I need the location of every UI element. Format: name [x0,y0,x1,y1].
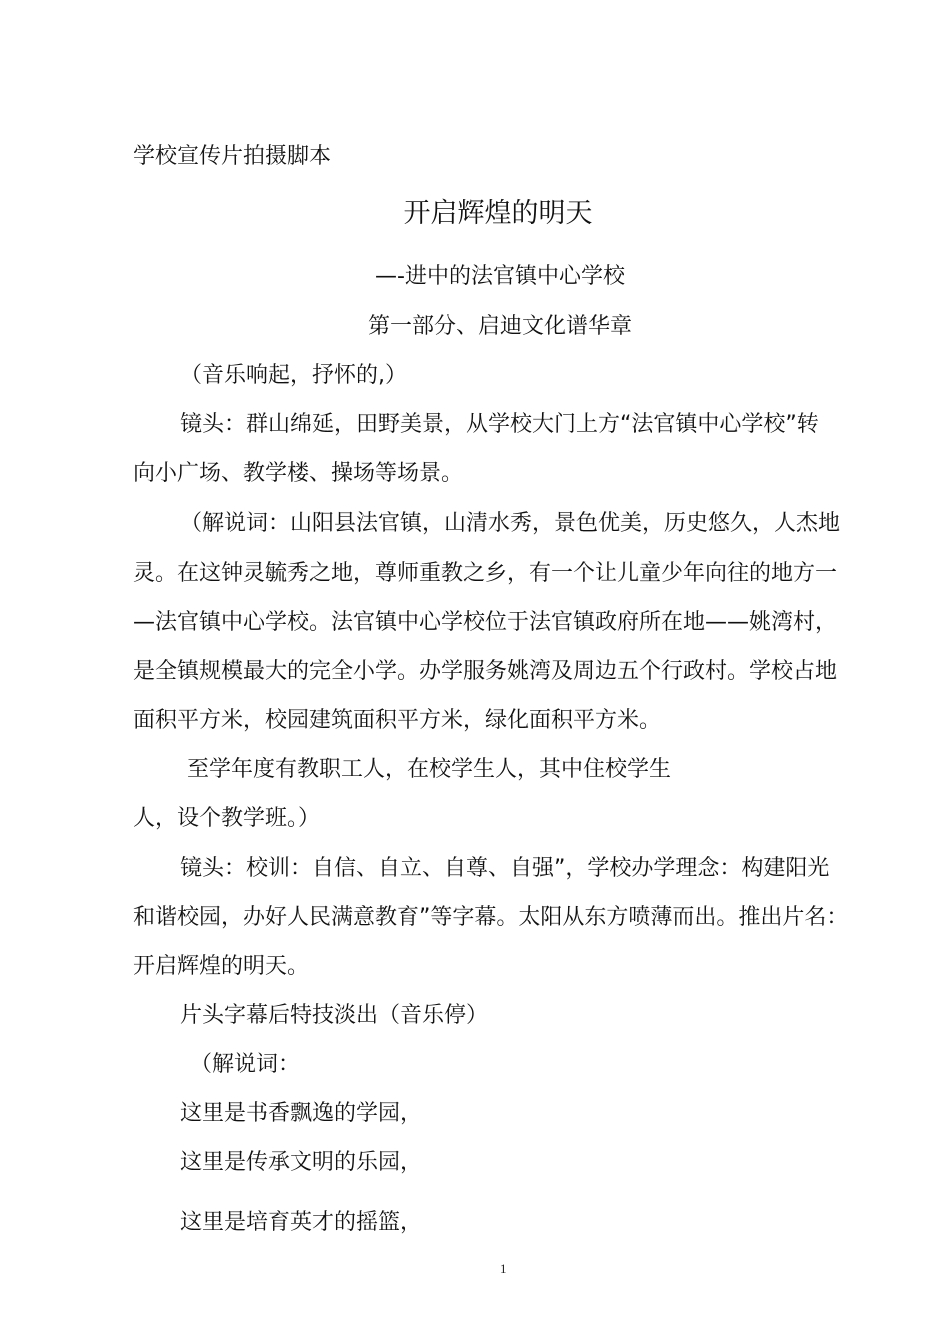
body-line: —法官镇中心学校。法官镇中心学校位于法官镇政府所在地——姚湾村， [133,610,838,635]
body-line: （解说词：山阳县法官镇，山清水秀，景色优美，历史悠久，人杰地 [180,511,841,536]
body-line: 开启辉煌的明天。 [133,954,310,979]
body-line: 灵。在这钟灵毓秀之地，尊师重教之乡，有一个让儿童少年向往的地方一 [133,561,838,586]
body-line: 至学年度有教职工人，在校学生人，其中住校学生 [187,757,672,782]
body-line: 片头字幕后特技淡出（音乐停） [180,1003,489,1028]
body-line: 人，设个教学班。） [133,806,321,831]
body-line: 这里是传承文明的乐园， [180,1150,423,1175]
document-title: 开启辉煌的明天 [403,198,593,229]
body-line: （音乐响起，抒怀的,） [180,363,407,388]
document-label: 学校宣传片拍摄脚本 [133,144,332,169]
document-subtitle: —-进中的法官镇中心学校 [375,264,625,289]
body-line: （解说词： [190,1052,301,1077]
body-line: 和谐校园，办好人民满意教育”等字幕。太阳从东方喷薄而出。推出片名： [133,905,849,930]
body-line: 镜头：群山绵延，田野美景，从学校大门上方“法官镇中心学校”转 [180,412,819,437]
body-line: 镜头：校训：自信、自立、自尊、自强”，学校办学理念：构建阳光 [180,856,830,881]
section-heading: 第一部分、启迪文化谱华章 [367,314,632,339]
page-number: 1 [500,1261,507,1276]
body-line: 这里是培育英才的摇篮， [180,1210,423,1235]
body-line: 这里是书香飘逸的学园， [180,1101,423,1126]
body-line: 向小广场、教学楼、操场等场景。 [133,461,464,486]
body-line: 面积平方米，校园建筑面积平方米，绿化面积平方米。 [133,708,662,733]
body-line: 是全镇规模最大的完全小学。办学服务姚湾及周边五个行政村。学校占地 [133,659,838,684]
